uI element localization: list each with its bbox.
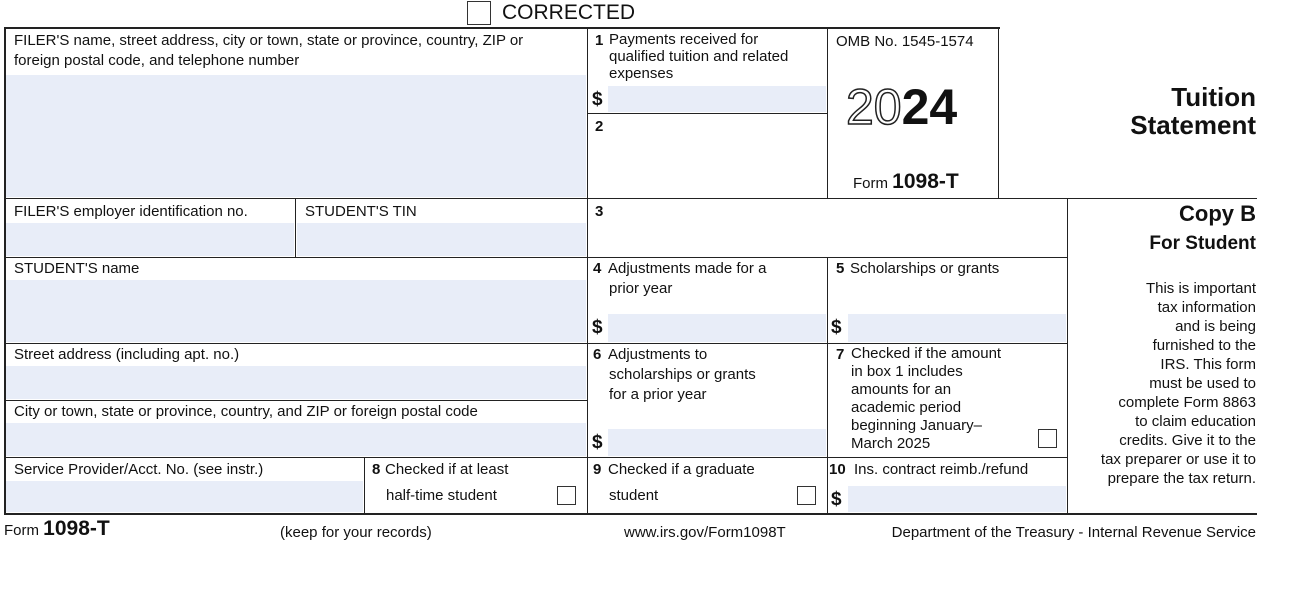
divider-col-587 bbox=[587, 27, 588, 514]
box1-label-1: Payments received for bbox=[609, 31, 759, 48]
divider-col-998 bbox=[998, 27, 999, 198]
city-label: City or town, state or province, country, and ZIP or foreign postal code bbox=[14, 403, 478, 420]
box6-label-3: for a prior year bbox=[609, 386, 707, 403]
box8-label-1: Checked if at least bbox=[385, 461, 509, 478]
form-title bbox=[1130, 83, 1256, 139]
student-name-label: STUDENT'S name bbox=[14, 260, 140, 277]
copy-b-label: Copy B bbox=[1179, 201, 1256, 226]
box6-dollar-sign: $ bbox=[592, 432, 603, 453]
box1-label-2: qualified tuition and related bbox=[609, 48, 789, 65]
box7-label-4: academic period bbox=[851, 399, 962, 416]
street-address-field[interactable] bbox=[6, 366, 586, 399]
box4-dollar-sign: $ bbox=[592, 317, 603, 338]
box3-number: 3 bbox=[595, 203, 604, 220]
footer-form-word: Form bbox=[4, 522, 39, 539]
box7-checkbox[interactable] bbox=[1038, 429, 1057, 448]
filer-ein-label: FILER'S employer identification no. bbox=[14, 203, 248, 220]
divider-tin bbox=[295, 198, 296, 257]
row-line-113 bbox=[587, 113, 827, 114]
box9-number: 9 bbox=[593, 461, 602, 478]
box5-amount-field[interactable] bbox=[848, 314, 1066, 342]
tax-year bbox=[846, 80, 957, 134]
filer-ein-field[interactable] bbox=[6, 223, 294, 256]
box4-number: 4 bbox=[593, 260, 602, 277]
form-word-top: Form bbox=[853, 175, 888, 192]
box1-label-3: expenses bbox=[609, 65, 674, 82]
box6-label-1: Adjustments to bbox=[608, 346, 708, 363]
side-text-6: complete Form 8863 bbox=[1118, 394, 1256, 411]
side-text-1: tax information bbox=[1157, 299, 1256, 316]
row-line-457 bbox=[4, 457, 1067, 458]
row-line-400 bbox=[4, 400, 587, 401]
footer-keep-records: (keep for your records) bbox=[280, 524, 432, 541]
title-line-1: Tuition bbox=[1171, 82, 1256, 112]
side-text-0: This is important bbox=[1145, 280, 1256, 297]
box7-label-1: Checked if the amount bbox=[851, 345, 1002, 362]
city-field[interactable] bbox=[6, 423, 586, 456]
title-line-2: Statement bbox=[1130, 110, 1256, 140]
tax-year-bold: 24 bbox=[901, 79, 958, 135]
row-line-343 bbox=[4, 343, 1067, 344]
box6-label-2: scholarships or grants bbox=[609, 366, 756, 383]
row-line-257 bbox=[4, 257, 1067, 258]
side-text-2: and is being bbox=[1175, 318, 1256, 335]
box10-label: Ins. contract reimb./refund bbox=[854, 461, 1029, 478]
box9-label-1: Checked if a graduate bbox=[608, 461, 755, 478]
student-name-field[interactable] bbox=[6, 280, 586, 342]
side-text-10: prepare the tax return. bbox=[1107, 470, 1256, 487]
box4-amount-field[interactable] bbox=[608, 314, 826, 342]
box7-label-6: March 2025 bbox=[851, 435, 931, 452]
student-tin-field[interactable] bbox=[297, 223, 586, 256]
tax-year-outline: 20 bbox=[846, 79, 902, 135]
box10-amount-field[interactable] bbox=[848, 486, 1066, 512]
side-text-8: credits. Give it to the bbox=[1119, 432, 1256, 449]
box10-dollar-sign: $ bbox=[831, 489, 842, 510]
footer-url[interactable]: www.irs.gov/Form1098T bbox=[624, 524, 786, 541]
corrected-label: CORRECTED bbox=[502, 1, 636, 24]
filer-name-label: FILER'S name, street address, city or town, state or province, country, ZIP or bbox=[14, 32, 524, 49]
filer-name-field[interactable] bbox=[6, 75, 586, 197]
box1-amount-field[interactable] bbox=[608, 86, 826, 112]
box1-number: 1 bbox=[595, 32, 604, 49]
street-address-label: Street address (including apt. no.) bbox=[14, 346, 240, 363]
box10-number: 10 bbox=[829, 461, 846, 478]
divider-col-827-lower bbox=[827, 257, 828, 514]
box9-label-2: student bbox=[609, 487, 659, 504]
box5-label: Scholarships or grants bbox=[850, 260, 1000, 277]
box6-number: 6 bbox=[593, 346, 602, 363]
box7-label-2: in box 1 includes bbox=[851, 363, 963, 380]
form-number-top: 1098-T bbox=[892, 170, 959, 193]
box8-checkbox[interactable] bbox=[557, 486, 576, 505]
box7-label-5: beginning January– bbox=[851, 417, 982, 434]
box7-number: 7 bbox=[836, 346, 845, 363]
side-text-3: furnished to the bbox=[1152, 337, 1256, 354]
form-id-top bbox=[853, 170, 959, 194]
footer-form-id bbox=[4, 517, 110, 541]
box5-dollar-sign: $ bbox=[831, 317, 842, 338]
corrected-checkbox[interactable] bbox=[467, 1, 491, 25]
box4-label-2: prior year bbox=[609, 280, 673, 297]
box9-checkbox[interactable] bbox=[797, 486, 816, 505]
form-top-border bbox=[4, 27, 1000, 29]
side-text-9: tax preparer or use it to bbox=[1100, 451, 1256, 468]
service-provider-label: Service Provider/Acct. No. (see instr.) bbox=[14, 461, 264, 478]
omb-number: OMB No. 1545-1574 bbox=[836, 33, 974, 50]
service-provider-field[interactable] bbox=[6, 481, 363, 512]
side-text-4: IRS. This form bbox=[1160, 356, 1256, 373]
form-bottom-border bbox=[4, 513, 1257, 515]
divider-box8 bbox=[364, 457, 365, 514]
side-text-7: to claim education bbox=[1135, 413, 1256, 430]
box6-amount-field[interactable] bbox=[608, 429, 826, 456]
side-text-5: must be used to bbox=[1149, 375, 1256, 392]
student-tin-label: STUDENT'S TIN bbox=[305, 203, 417, 220]
row-line-198 bbox=[4, 198, 1257, 199]
box2-number: 2 bbox=[595, 118, 604, 135]
divider-col-1067 bbox=[1067, 198, 1068, 514]
box1-dollar-sign: $ bbox=[592, 89, 603, 110]
footer-department: Department of the Treasury - Internal Revenue Service bbox=[891, 524, 1256, 541]
box7-label-3: amounts for an bbox=[851, 381, 952, 398]
footer-form-number: 1098-T bbox=[43, 517, 110, 540]
box8-number: 8 bbox=[372, 461, 381, 478]
box4-label-1: Adjustments made for a bbox=[608, 260, 767, 277]
box5-number: 5 bbox=[836, 260, 845, 277]
filer-name-label-2: foreign postal code, and telephone number bbox=[14, 52, 300, 69]
box8-label-2: half-time student bbox=[386, 487, 497, 504]
divider-col-827 bbox=[827, 27, 828, 198]
for-student-label: For Student bbox=[1149, 233, 1256, 254]
